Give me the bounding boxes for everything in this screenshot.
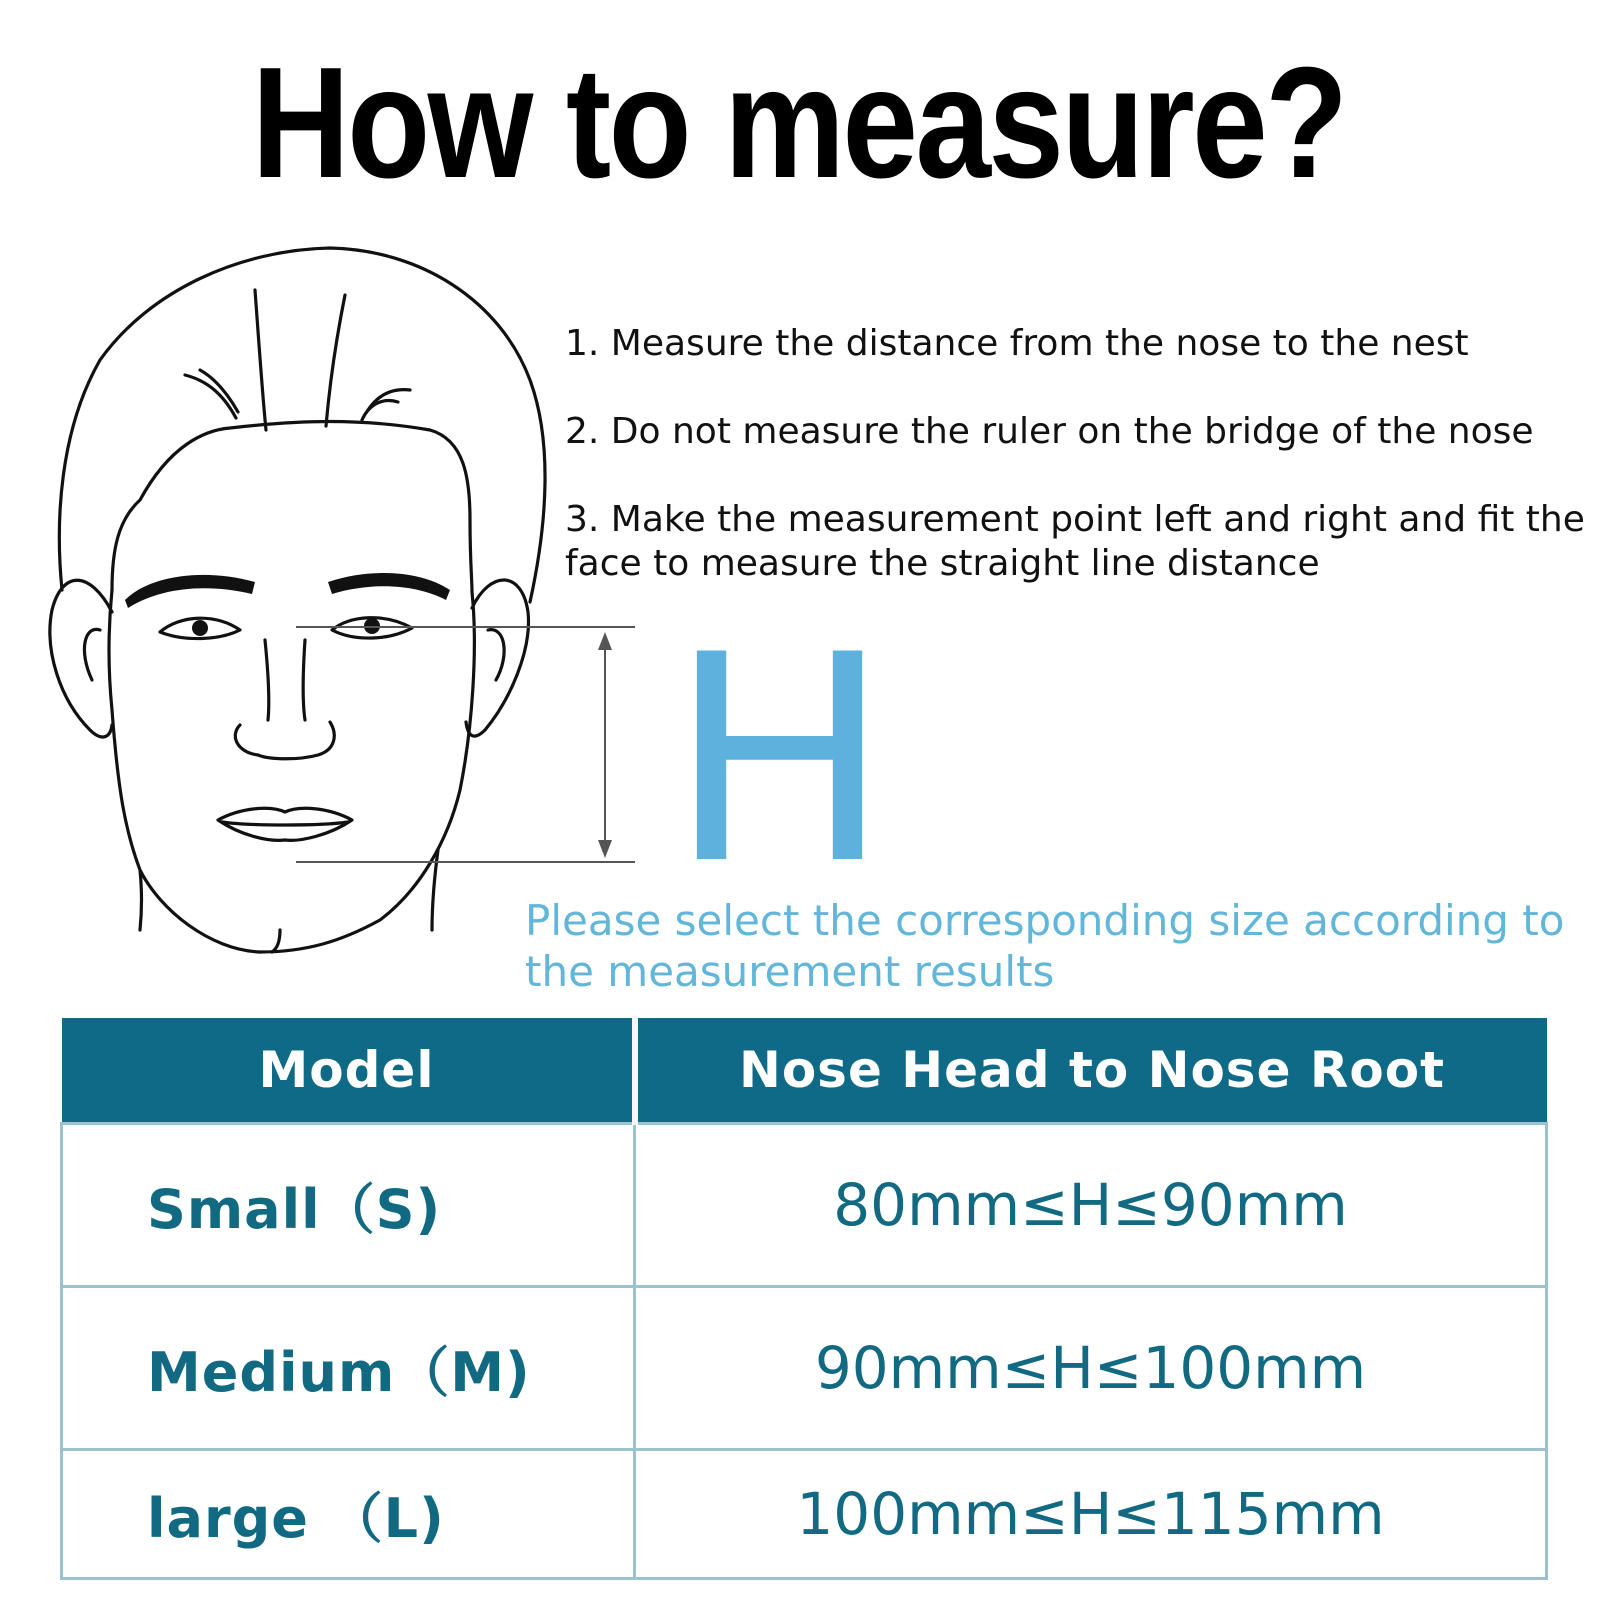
arrow-up-icon [598,632,612,650]
face-right-contour [260,592,474,952]
model-cell: Small（S) [62,1124,635,1287]
table-row [62,1124,1547,1287]
right-eyebrow [328,573,450,600]
header-model: Model [62,1018,635,1124]
range-cell: 100mm≤H≤115mm [635,1450,1547,1579]
table-header-row [62,1018,1547,1124]
size-selection-note: Please select the corresponding size according to the measurement results [525,896,1565,996]
model-cell: Medium（M) [62,1287,635,1450]
measurement-h-label: H [667,595,892,927]
model-cell: large （L) [62,1450,635,1579]
face-left-contour [109,590,260,952]
left-ear [50,580,112,737]
instruction-step-2: 2. Do not measure the ruler on the bridge of the nose [565,411,1534,452]
range-cell: 90mm≤H≤100mm [635,1287,1547,1450]
instruction-list [565,322,1585,630]
left-eyebrow [125,575,255,608]
page-title: How to measure? [251,35,1346,211]
hairline [112,422,472,593]
hair-outline [59,248,545,602]
instruction-step-1: 1. Measure the distance from the nose to the nest [565,323,1469,364]
table-row [62,1450,1547,1579]
size-chart-table [60,1018,1548,1580]
header-nose-range: Nose Head to Nose Root [635,1018,1547,1124]
range-cell: 80mm≤H≤90mm [635,1124,1547,1287]
arrow-down-icon [598,840,612,858]
instruction-step-3: 3. Make the measurement point left and right and fit the face to measure the straight line distance [565,499,1585,584]
table-row [62,1287,1547,1450]
